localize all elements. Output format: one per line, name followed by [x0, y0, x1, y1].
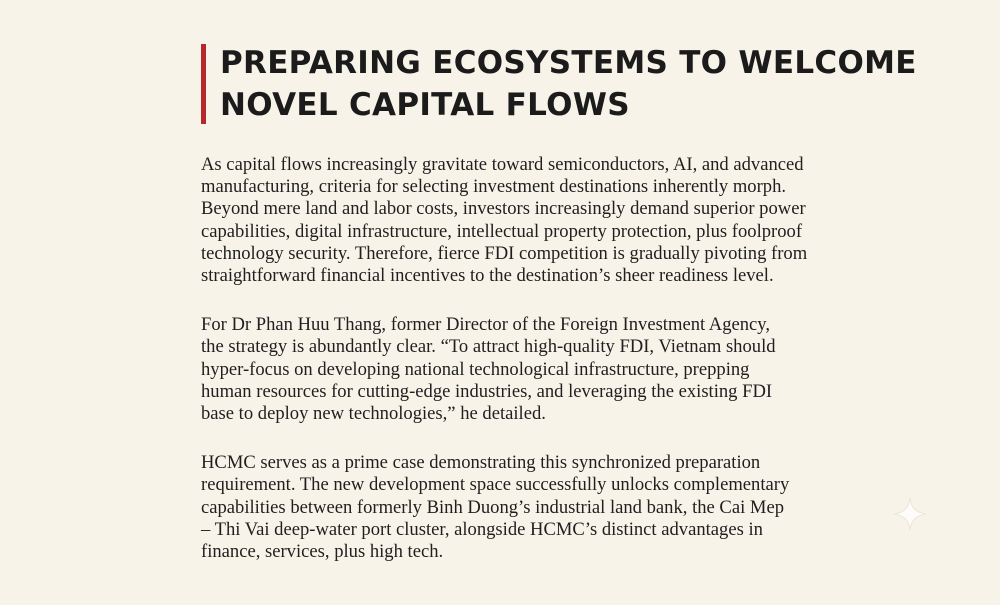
text-line: capabilities, digital infrastructure, intellectual property protection, plus foolproof: [201, 220, 803, 242]
text-line: capabilities between formerly Binh Duong’s industrial land bank, the Cai Mep: [201, 496, 784, 518]
text-line: the strategy is abundantly clear. “To attract high-quality FDI, Vietnam should: [201, 336, 776, 358]
text-line: base to deploy new technologies,” he detailed.: [201, 403, 546, 425]
text-line: hyper-focus on developing national technological infrastructure, prepping: [201, 358, 750, 380]
paragraph-1: [201, 154, 891, 287]
title-line: NOVEL CAPITAL FLOWS: [220, 87, 630, 123]
text-line: finance, services, plus high tech.: [201, 541, 444, 563]
text-line: As capital flows increasingly gravitate toward semiconductors, AI, and advanced: [201, 154, 804, 175]
text-line: Beyond mere land and labor costs, investors increasingly demand superior power: [201, 198, 806, 220]
article: [201, 42, 917, 590]
text-line: – Thi Vai deep-water port cluster, alongside HCMC’s distinct advantages in: [201, 518, 763, 540]
text-line: technology security. Therefore, fierce FDI competition is gradually pivoting from: [201, 242, 808, 264]
heading-block: [201, 42, 917, 126]
text-line: HCMC serves as a prime case demonstrating this synchronized preparation: [201, 452, 761, 474]
text-line: straightforward financial incentives to the destination’s sheer readiness level.: [201, 265, 774, 287]
paragraph-2: [201, 314, 891, 425]
title-line: PREPARING ECOSYSTEMS TO WELCOME: [220, 45, 917, 81]
text-line: requirement. The new development space successfully unlocks complementary: [201, 474, 790, 496]
paragraph-3: [201, 452, 891, 563]
article-title: [220, 42, 917, 126]
text-line: human resources for cutting-edge industries, and leveraging the existing FDI: [201, 380, 773, 402]
heading-accent-bar: [201, 44, 206, 124]
sparkle-icon: [893, 497, 927, 531]
text-line: For Dr Phan Huu Thang, former Director of the Foreign Investment Agency,: [201, 314, 771, 336]
text-line: manufacturing, criteria for selecting investment destinations inherently morph.: [201, 176, 787, 198]
